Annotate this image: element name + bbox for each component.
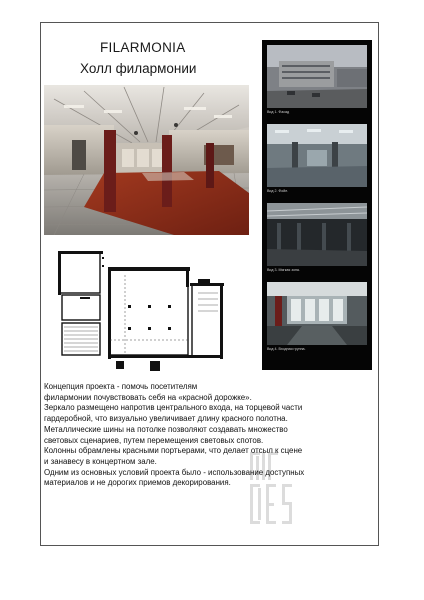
description-line: световых сценариев, путем перемещения световых спотов. (44, 435, 264, 445)
photo-lounge (267, 203, 367, 266)
project-description (44, 382, 364, 489)
photo-caption: Вид 2. Фойе. (267, 189, 289, 193)
description-line: филармонии почувствовать себя на «красной дорожке». (44, 392, 252, 402)
description-line: Металлические шины на потолке позволяют создавать множество (44, 424, 288, 434)
photo-caption: Вид 3. Мягкая зона. (267, 268, 300, 272)
hall-render-image (44, 85, 249, 235)
photo-caption: Вид 4. Входная группа. (267, 347, 306, 351)
photo-facade (267, 45, 367, 108)
floor-plan-drawing (50, 245, 250, 385)
description-line: Концепция проекта - помочь посетителям (44, 382, 198, 391)
description-line: гардеробной, что визуально увеличивает длину красного полотна. (44, 414, 288, 424)
page-subtitle: Холл филармонии (80, 61, 197, 76)
description-line: Колонны обрамлены красными портьерами, что делает отсыл к сцене (44, 446, 303, 456)
photo-entrance (267, 282, 367, 345)
photo-strip (262, 40, 372, 370)
description-line: Одним из основных условий проекта было - использование доступных (44, 467, 305, 477)
description-line: материалов и не дорогих приемов декорирования. (44, 478, 231, 488)
page-title: FILARMONIA (100, 40, 186, 55)
photo-foyer (267, 124, 367, 187)
description-line: и занавесу в концертном зале. (44, 456, 157, 466)
photo-caption: Вид 1. Фасад (267, 110, 290, 114)
description-line: Зеркало размещено напротив центрального входа, на торцевой части (44, 403, 303, 413)
